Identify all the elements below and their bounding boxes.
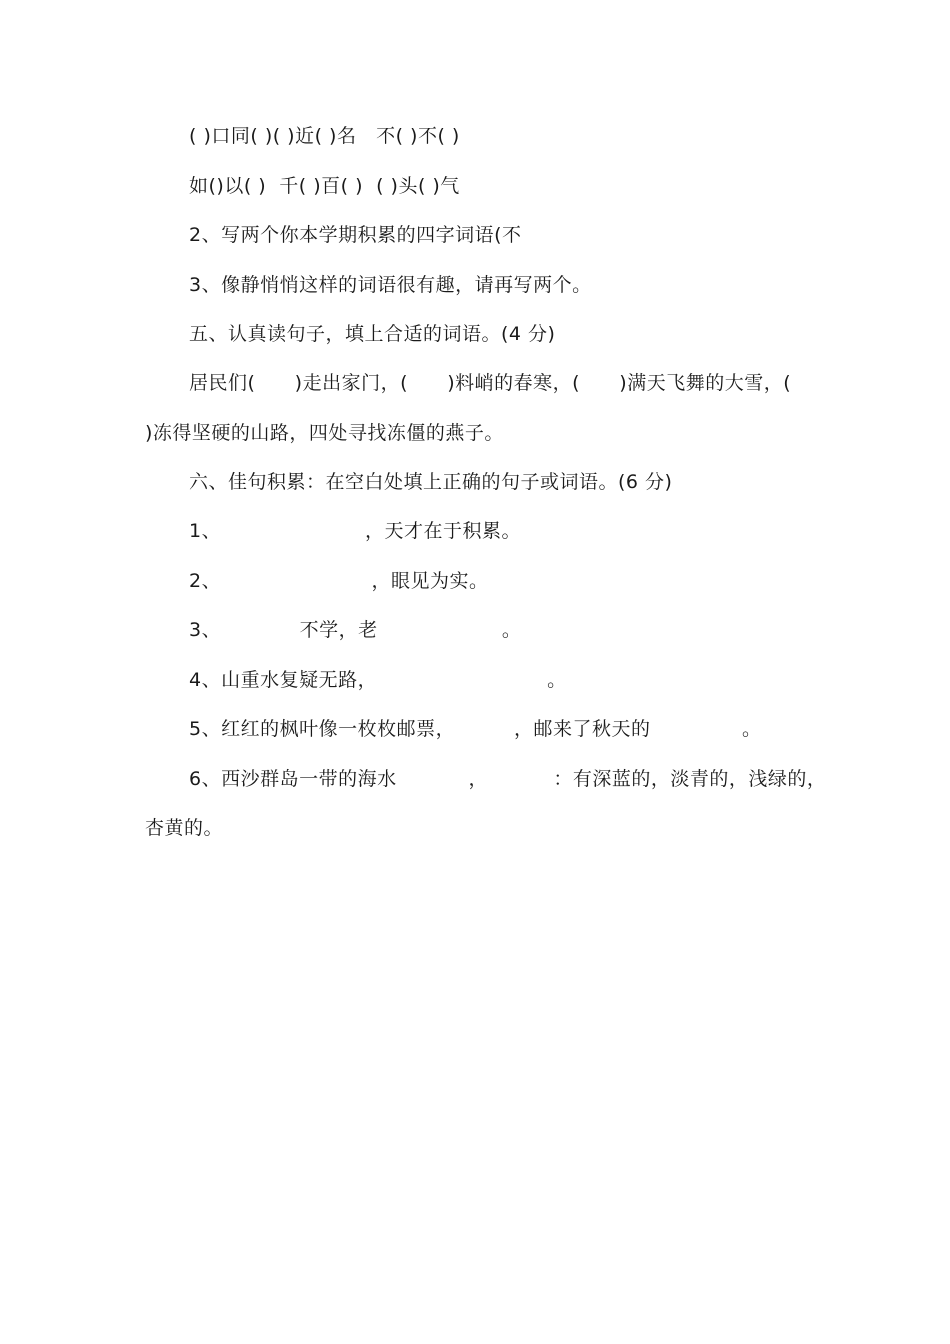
idiom-fill-line-2: 如()以( ) 千( )百( ) ( )头( )气 [189, 175, 460, 197]
section-6-item-4: 4、山重水复疑无路， 。 [189, 669, 567, 691]
section-6-item-6-line-1: 6、西沙群岛一带的海水 ， ：有深蓝的，淡青的，浅绿的， [189, 768, 827, 790]
section-5-sentence-line-1: 居民们( )走出家门，( )料峭的春寒，( )满天飞舞的大雪，( [189, 372, 792, 394]
section-6-item-3: 3、 不学，老 。 [189, 619, 522, 641]
section-5-heading: 五、认真读句子，填上合适的词语。(4 分) [189, 323, 556, 345]
section-6-item-5: 5、红红的枫叶像一枚枚邮票， ，邮来了秋天的 。 [189, 718, 762, 740]
idiom-fill-line-1: ( )口同( )( )近( )名 不( )不( ) [189, 125, 460, 147]
section-6-item-2: 2、 ，眼见为实。 [189, 570, 489, 592]
section-6-item-6-line-2: 杏黄的。 [145, 817, 224, 839]
section-5-sentence-line-2: )冻得坚硬的山路，四处寻找冻僵的燕子。 [145, 422, 504, 444]
question-2-four-char-words: 2、写两个你本学期积累的四字词语(不 [189, 224, 522, 246]
section-6-heading: 六、佳句积累：在空白处填上正确的句子或词语。(6 分) [189, 471, 673, 493]
question-3-reduplicated-words: 3、像静悄悄这样的词语很有趣，请再写两个。 [189, 274, 592, 296]
section-6-item-1: 1、 ，天才在于积累。 [189, 520, 521, 542]
